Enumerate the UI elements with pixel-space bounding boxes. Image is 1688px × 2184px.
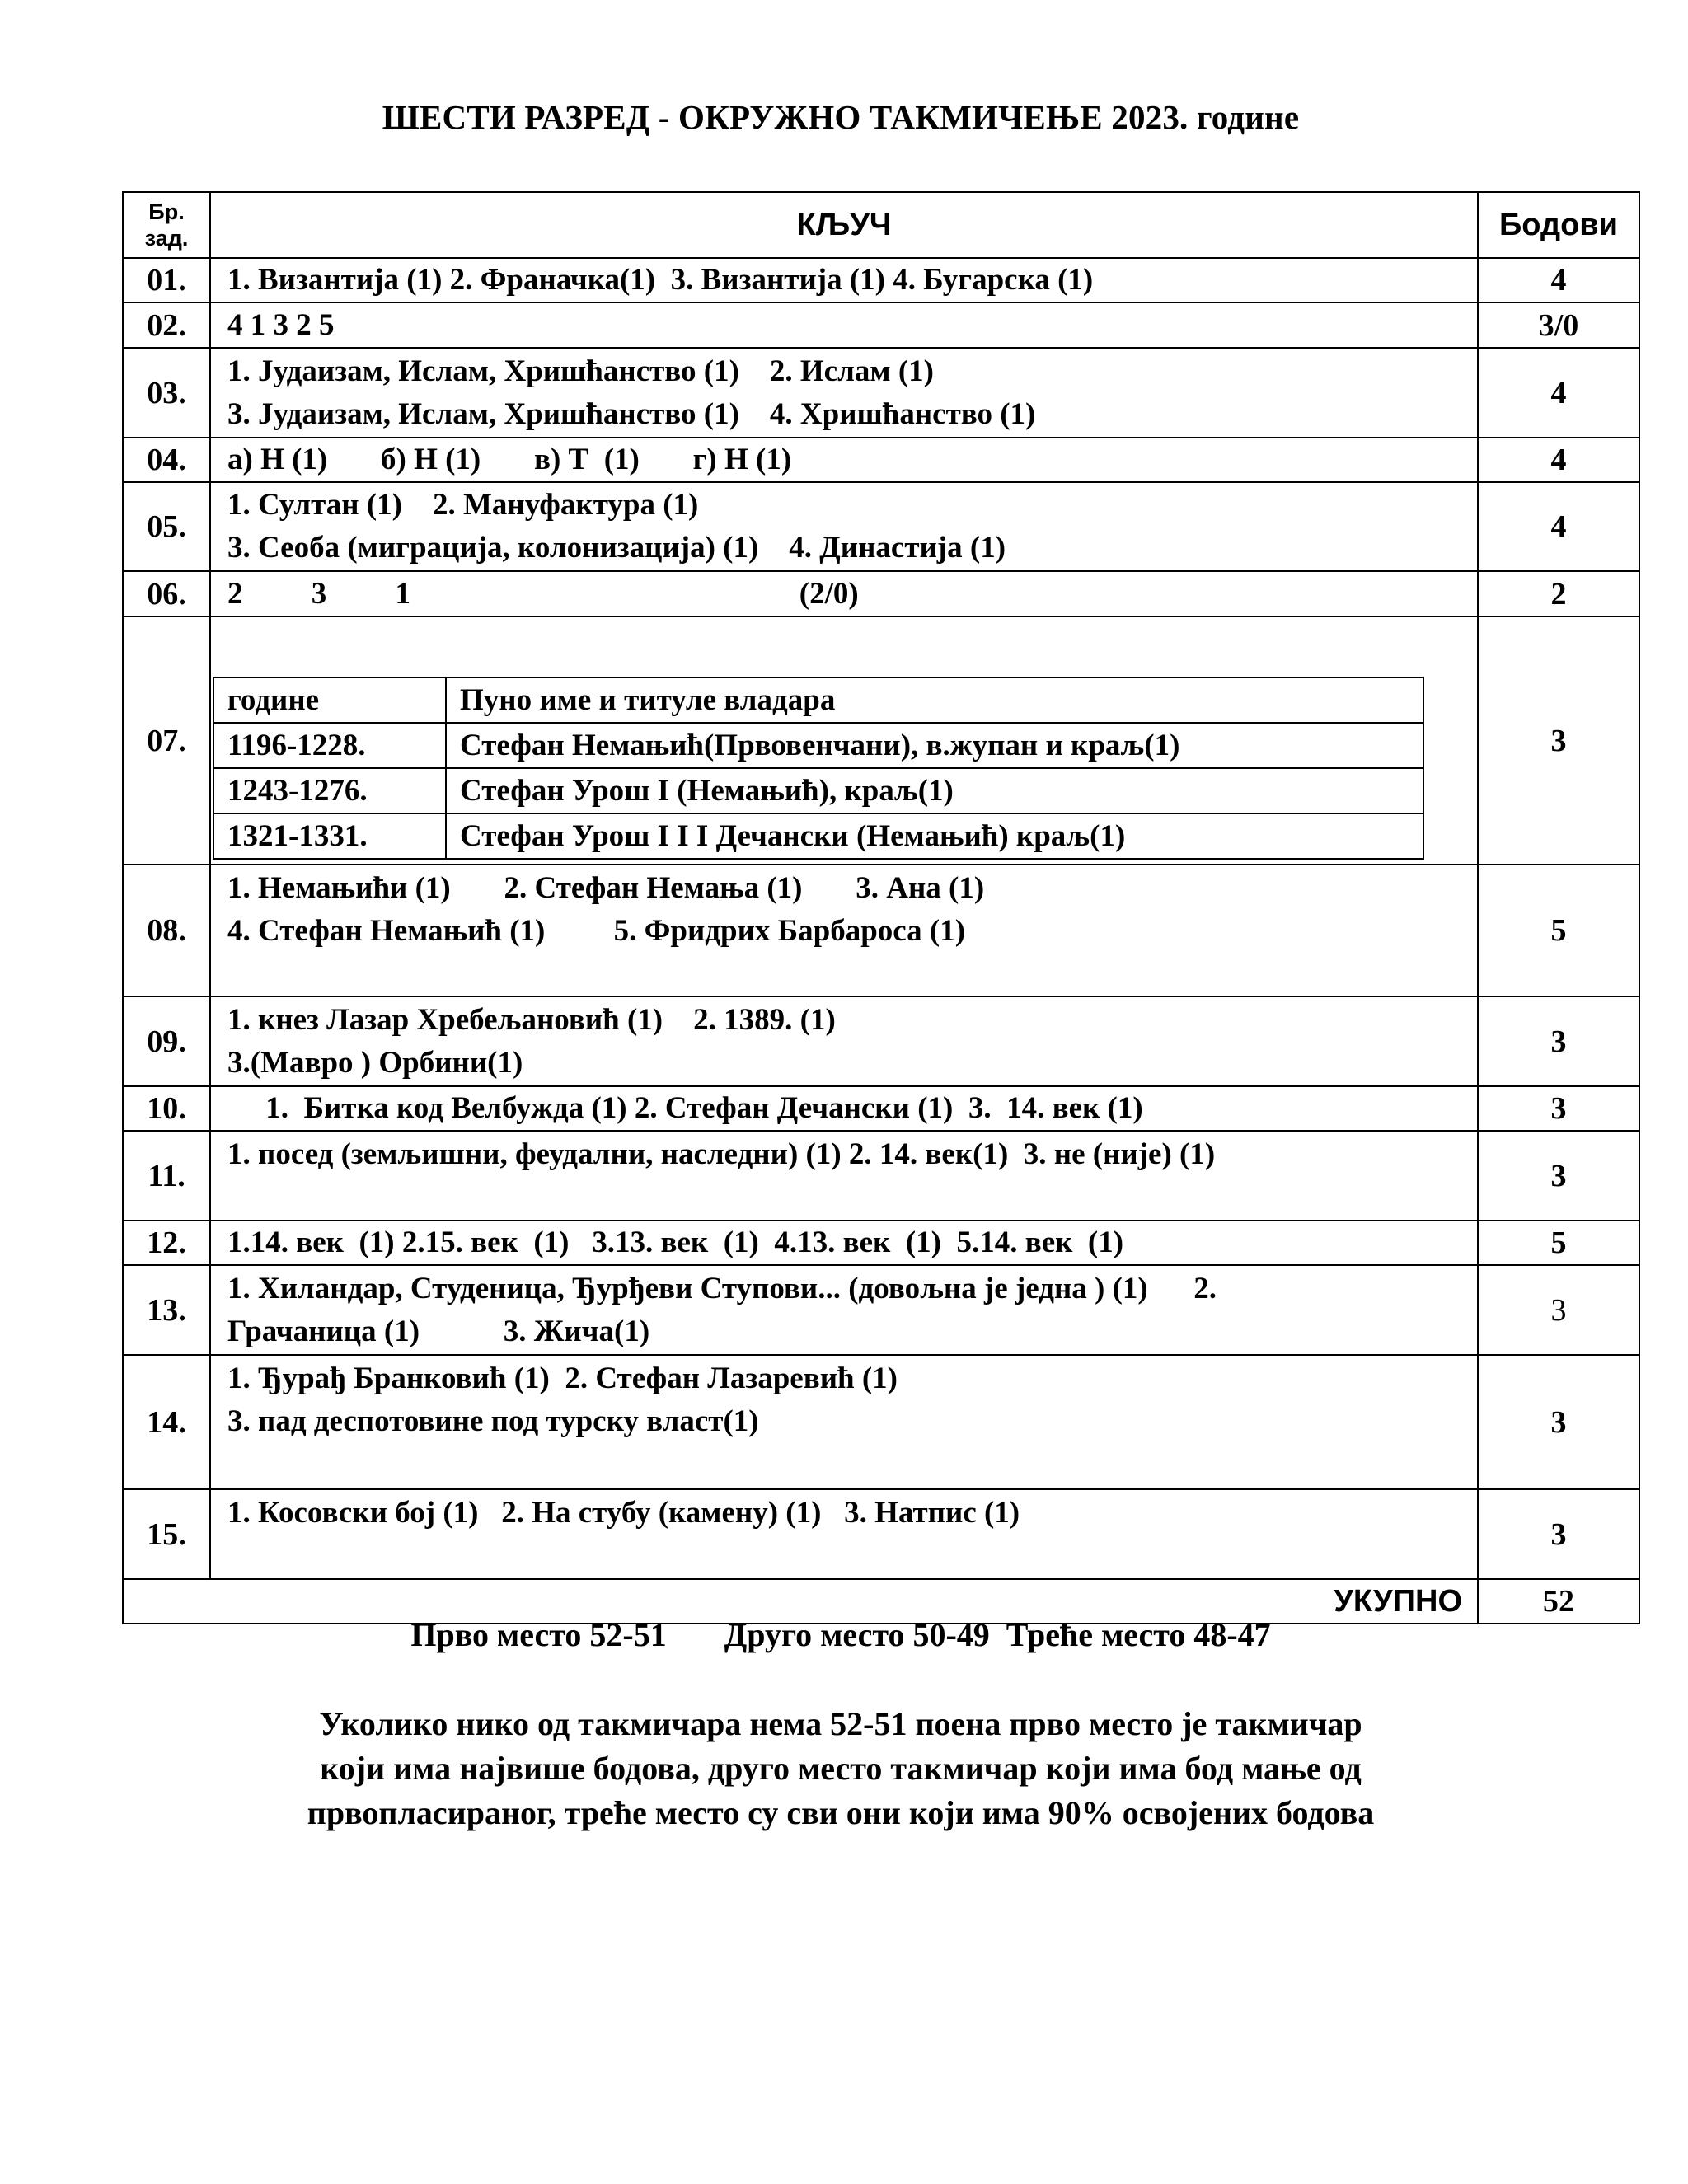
task-number-header	[123, 192, 210, 258]
table-row	[123, 616, 1639, 865]
points-cell: 4	[1478, 438, 1639, 482]
points-cell: 3/0	[1478, 302, 1639, 348]
total-label: УКУПНО	[123, 1579, 1478, 1624]
task-number: 05.	[123, 482, 210, 571]
answer-line: 4 1 3 2 5	[227, 307, 335, 342]
answer-line: 1. посед (земљишни, феудални, наследни) (1) 2. 14. век(1) 3. не (није) (1)	[227, 1137, 1216, 1171]
answer-line: 1. Хиландар, Студеница, Ђурђеви Ступови... (довољна је једна ) (1) 2.	[227, 1271, 1217, 1305]
points-cell: 3	[1478, 1265, 1639, 1355]
ruler-cell: Стефан Урош I (Немањић), краљ(1)	[446, 768, 1423, 813]
answer-cell	[210, 1221, 1478, 1265]
points-cell: 3	[1478, 1086, 1639, 1131]
table-row	[123, 1131, 1639, 1221]
note-line: првопласираног, треће место су сви они који има 90% освојених бодова	[307, 1794, 1375, 1831]
task-number: 06.	[123, 571, 210, 616]
task-number: 10.	[123, 1086, 210, 1131]
years-header: године	[213, 677, 446, 723]
years-cell: 1243-1276.	[213, 768, 446, 813]
answer-key-table	[122, 191, 1640, 1624]
answer-line: 1. Косовски бој (1) 2. На стубу (камену) (1) 3. Натпис (1)	[227, 1496, 1020, 1530]
answer-cell	[210, 616, 1478, 865]
table-row	[123, 1221, 1639, 1265]
table-row	[123, 1086, 1639, 1131]
table-row	[123, 1265, 1639, 1355]
ruler-header: Пуно име и титуле владара	[446, 677, 1423, 723]
years-cell: 1196-1228.	[213, 723, 446, 768]
key-header: КЉУЧ	[210, 192, 1478, 258]
ruler-cell: Стефан Немањић(Првовенчани), в.жупан и краљ(1)	[446, 723, 1423, 768]
table-row	[123, 482, 1639, 571]
points-header: Бодови	[1478, 192, 1639, 258]
ruler-cell: Стефан Урош I I I Дечански (Немањић) краљ(1)	[446, 813, 1423, 859]
table-row	[123, 1489, 1639, 1579]
page-title: ШЕСТИ РАЗРЕД - ОКРУЖНО ТАКМИЧЕЊЕ 2023. године	[382, 98, 1300, 136]
answer-line: 1. Ђурађ Бранковић (1) 2. Стефан Лазаревић (1)	[227, 1361, 898, 1395]
points-cell: 3	[1478, 1489, 1639, 1579]
points-cell: 3	[1478, 616, 1639, 865]
answer-line: 3.(Мавро ) Орбини(1)	[227, 1045, 523, 1080]
task-number: 09.	[123, 996, 210, 1086]
points-cell: 5	[1478, 1221, 1639, 1265]
table-row	[123, 302, 1639, 348]
rulers-table-row	[213, 768, 1423, 813]
rulers-table-row	[213, 723, 1423, 768]
points-cell: 2	[1478, 571, 1639, 616]
task-number: 01.	[123, 258, 210, 302]
table-row	[123, 996, 1639, 1086]
points-cell: 3	[1478, 1131, 1639, 1221]
rulers-table	[213, 677, 1424, 860]
points-cell: 4	[1478, 482, 1639, 571]
task-number: 08.	[123, 865, 210, 996]
rulers-table-header	[213, 677, 1423, 723]
answer-cell	[210, 1265, 1478, 1355]
table-row	[123, 258, 1639, 302]
task-number-header-line1: Бр.	[148, 199, 185, 224]
task-number: 14.	[123, 1355, 210, 1489]
answer-line: 2 3 1 (2/0)	[227, 576, 859, 611]
years-cell: 1321-1331.	[213, 813, 446, 859]
task-number-header-line2: зад.	[144, 226, 189, 251]
answer-cell	[210, 865, 1478, 996]
points-cell: 5	[1478, 865, 1639, 996]
table-row	[123, 571, 1639, 616]
task-number: 02.	[123, 302, 210, 348]
answer-cell	[210, 571, 1478, 616]
answer-line: 1. Византија (1) 2. Франачка(1) 3. Византија (1) 4. Бугарска (1)	[227, 263, 1094, 297]
task-number: 03.	[123, 348, 210, 438]
answer-line: 1.14. век (1) 2.15. век (1) 3.13. век (1) 4.13. век (1) 5.14. век (1)	[227, 1226, 1124, 1259]
answer-line: 3. Јудаизам, Ислам, Хришћанство (1) 4. Хришћанство (1)	[227, 396, 1036, 431]
answer-line: 1. кнез Лазар Хребељановић (1) 2. 1389. (1)	[227, 1002, 836, 1037]
answer-cell	[210, 1131, 1478, 1221]
answer-cell	[210, 1355, 1478, 1489]
answer-cell	[210, 258, 1478, 302]
points-cell: 4	[1478, 348, 1639, 438]
answer-cell	[210, 348, 1478, 438]
task-number: 07.	[123, 616, 210, 865]
ranking-note	[0, 1702, 1681, 1835]
table-row	[123, 865, 1639, 996]
rulers-table-row	[213, 813, 1423, 859]
points-cell: 3	[1478, 1355, 1639, 1489]
answer-line: 1. Јудаизам, Ислам, Хришћанство (1) 2. Ислам (1)	[227, 354, 934, 388]
task-number: 11.	[123, 1131, 210, 1221]
answer-line: 3. Сеоба (миграција, колонизација) (1) 4. Династија (1)	[227, 531, 1006, 565]
answer-cell	[210, 438, 1478, 482]
total-value: 52	[1478, 1579, 1639, 1624]
answer-line: 1. Битка код Велбужда (1) 2. Стефан Дечански (1) 3. 14. век (1)	[227, 1091, 1143, 1125]
answer-cell	[210, 1489, 1478, 1579]
answer-line: Грачаница (1) 3. Жича(1)	[227, 1314, 650, 1348]
table-row	[123, 1355, 1639, 1489]
answer-cell	[210, 302, 1478, 348]
answer-line: 1. Немањићи (1) 2. Стефан Немања (1) 3. Ана (1)	[227, 871, 985, 905]
answer-line: 4. Стефан Немањић (1) 5. Фридрих Барбароса (1)	[227, 914, 966, 948]
task-number: 04.	[123, 438, 210, 482]
points-cell: 4	[1478, 258, 1639, 302]
places-ranges: Прво место 52-51 Друго место 50-49 Треће место 48-47	[410, 1616, 1271, 1653]
task-number: 13.	[123, 1265, 210, 1355]
answer-cell	[210, 996, 1478, 1086]
answer-cell	[210, 1086, 1478, 1131]
answer-line: 3. пад деспотовине под турску власт(1)	[227, 1404, 759, 1438]
answer-cell	[210, 482, 1478, 571]
answer-line: 1. Султан (1) 2. Мануфактура (1)	[227, 488, 699, 522]
table-row	[123, 438, 1639, 482]
table-header-row	[123, 192, 1639, 258]
points-cell: 3	[1478, 996, 1639, 1086]
table-row	[123, 348, 1639, 438]
answer-line: а) Н (1) б) Н (1) в) Т (1) г) Н (1)	[227, 443, 792, 476]
note-line: који има највише бодова, друго место такмичар који има бод мање од	[320, 1750, 1362, 1787]
task-number: 15.	[123, 1489, 210, 1579]
note-line: Уколико нико од такмичара нема 52-51 поена прво место је такмичар	[319, 1705, 1362, 1742]
task-number: 12.	[123, 1221, 210, 1265]
